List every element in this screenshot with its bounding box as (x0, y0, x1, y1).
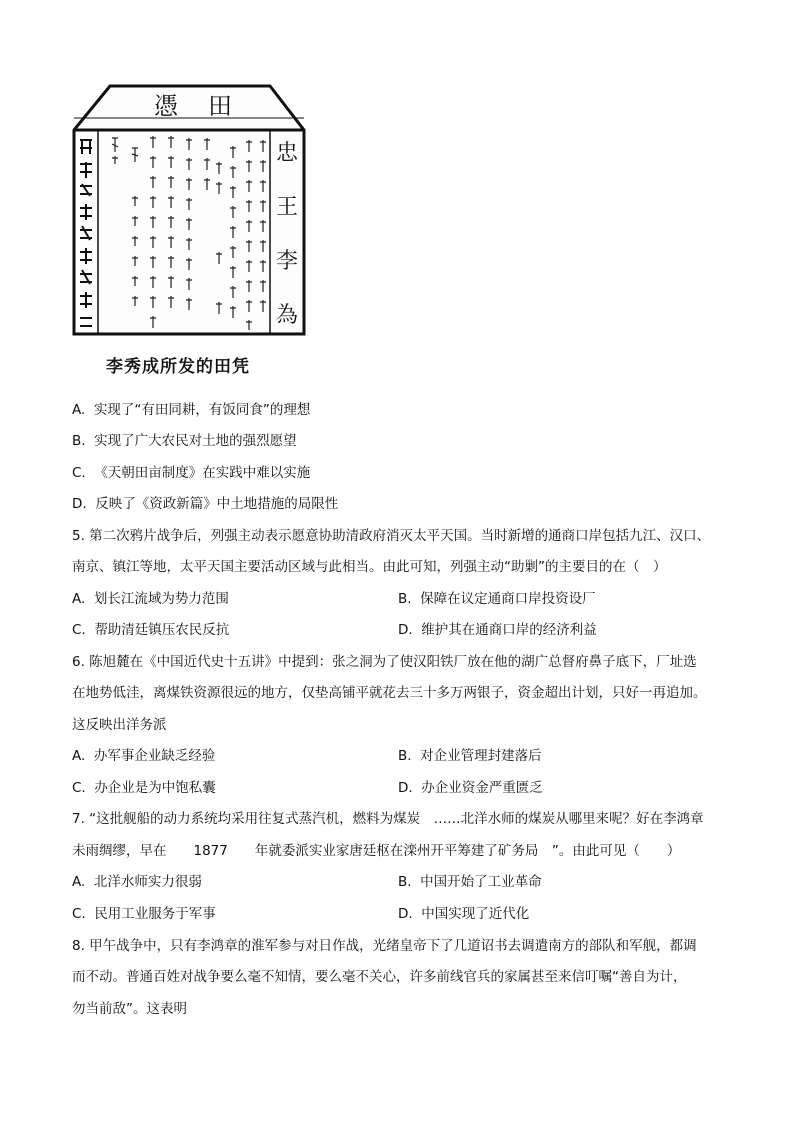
option-letter: A. (72, 591, 86, 607)
option-letter: A. (72, 402, 86, 418)
big-char-1: 忠 (276, 141, 299, 166)
option-letter: C. (72, 780, 86, 796)
q5-option-c (72, 621, 229, 639)
q7-option-b (398, 873, 542, 891)
q6-option-d (398, 779, 543, 797)
option-text: 《天朝田亩制度》在实践中难以实施 (94, 465, 311, 481)
q7-option-c (72, 905, 216, 923)
option-text: 中国实现了近代化 (421, 906, 530, 922)
q8-stem-line-3: 勿当前敌”。这表明 (72, 1001, 187, 1017)
option-text: 帮助清廷镇压农民反抗 (94, 622, 230, 638)
q7-option-d (398, 905, 529, 923)
option-text: 办企业是为中饱私囊 (94, 780, 216, 796)
option-text: 反映了《资政新篇》中土地措施的局限性 (95, 496, 339, 512)
option-text: 办军事企业缺乏经验 (93, 748, 216, 764)
option-text: 民用工业服务于军事 (94, 906, 216, 922)
option-text: 划长江流域为势力范围 (93, 591, 229, 607)
option-text: 中国开始了工业革命 (420, 874, 542, 890)
option-text: 维护其在通商口岸的经济利益 (421, 622, 597, 638)
q4-option-c (72, 464, 310, 482)
option-text: 北洋水师实力很弱 (93, 874, 202, 890)
q4-option-a (72, 401, 310, 419)
q6-option-b (398, 747, 542, 765)
option-letter: D. (398, 780, 413, 796)
option-letter: B. (398, 591, 412, 607)
big-char-2: 王 (276, 195, 299, 220)
q5-stem-line-1: 5. 第二次鸦片战争后，列强主动表示愿意协助清政府消灭太平天国。当时新增的通商口岸包括九江、汉口、 (72, 528, 711, 544)
q5-stem-line-2: 南京、镇江等地，太平天国主要活动区域与此相当。由此可知，列强主动“助剿”的主要目的在（ ） (72, 559, 667, 575)
header-char-1: 憑 (154, 92, 178, 120)
option-letter: B. (398, 748, 412, 764)
option-text: 实现了广大农民对土地的强烈愿望 (94, 433, 297, 449)
q6-option-a (72, 747, 215, 765)
land-certificate-drawing (70, 78, 308, 338)
q6-option-c (72, 779, 216, 797)
option-text: 保障在议定通商口岸投资设厂 (420, 591, 596, 607)
option-text: 对企业管理封建落后 (420, 748, 542, 764)
q4-option-d (72, 495, 338, 513)
q7-option-a (72, 873, 202, 891)
option-text: 实现了“有田同耕，有饭同食”的理想 (93, 402, 311, 418)
option-letter: D. (398, 906, 413, 922)
figure-caption: 李秀成所发的田凭 (106, 357, 250, 377)
option-letter: C. (72, 906, 86, 922)
q8-stem-line-1: 8. 甲午战争中，只有李鸿章的淮军参与对日作战，光绪皇帝下了几道诏书去调遣南方的部队和军舰，都调 (72, 938, 697, 954)
q8-stem-line-2: 而不动。普通百姓对战争要么毫不知情，要么毫不关心，许多前线官兵的家属甚至来信叮嘱“善自为计， (72, 969, 687, 985)
q5-option-a (72, 590, 229, 608)
q7-stem-line-2: 未雨绸缪，早在 1877 年就委派实业家唐廷枢在滦州开平筹建了矿务局 ”。由此可见（ ） (72, 843, 681, 859)
option-letter: C. (72, 622, 86, 638)
option-letter: B. (398, 874, 412, 890)
q6-stem-line-1: 6. 陈旭麓在《中国近代史十五讲》中提到：张之洞为了使汉阳铁厂放在他的湖广总督府鼻子底下，厂址选 (72, 654, 697, 670)
option-letter: B. (72, 433, 86, 449)
q4-option-b (72, 432, 297, 450)
option-letter: A. (72, 874, 86, 890)
option-text: 办企业资金严重匮乏 (421, 780, 543, 796)
option-letter: D. (72, 496, 87, 512)
land-certificate-image (70, 78, 308, 338)
q6-stem-line-3: 这反映出洋务派 (72, 717, 167, 733)
option-letter: C. (72, 465, 86, 481)
q5-option-b (398, 590, 596, 608)
big-char-4: 為 (276, 303, 299, 328)
q6-stem-line-2: 在地势低洼，离煤铁资源很远的地方，仅垫高铺平就花去三十多万两银子，资金超出计划，只好一再追加。 (72, 685, 707, 701)
q5-option-d (398, 621, 597, 639)
option-letter: D. (398, 622, 413, 638)
big-char-3: 李 (276, 249, 299, 274)
header-char-2: 田 (208, 92, 232, 120)
option-letter: A. (72, 748, 86, 764)
q7-stem-line-1: 7. “这批舰船的动力系统均采用往复式蒸汽机，燃料为煤炭 ……北洋水师的煤炭从哪里来呢？好在李鸿章 (72, 811, 704, 827)
